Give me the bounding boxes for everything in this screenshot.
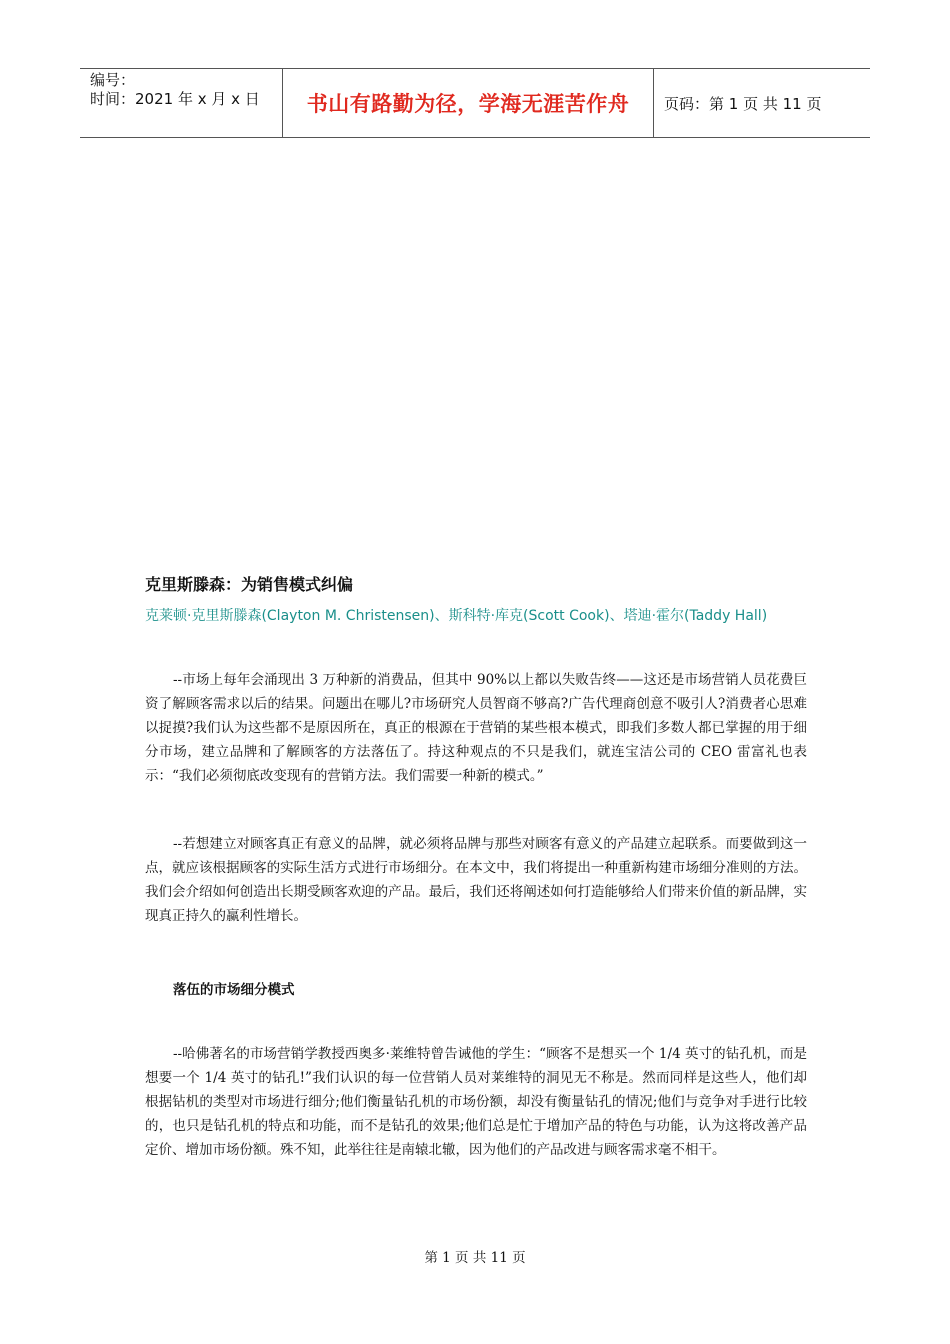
- document-number-label: 编号：: [90, 71, 136, 89]
- page-header: [80, 68, 870, 138]
- page-footer: 第 1 页 共 11 页: [424, 1250, 526, 1266]
- header-page-info: 页码：第 1 页 共 11 页: [664, 94, 822, 113]
- header-motto: 书山有路勤为径，学海无涯苦作舟: [282, 69, 654, 137]
- article-authors: 克莱顿·克里斯滕森(Clayton M. Christensen)、斯科特·库克(Scott Cook)、塔迪·霍尔(Taddy Hall): [145, 608, 768, 624]
- section-heading: 落伍的市场细分模式: [173, 982, 295, 998]
- article-title: 克里斯滕森：为销售模式纠偏: [145, 575, 354, 594]
- document-date-label: 时间：2021 年 x 月 x 日: [90, 90, 260, 108]
- paragraph-overview: --若想建立对顾客真正有意义的品牌，就必须将品牌与那些对顾客有意义的产品建立起联系。而要做到这一点，就应该根据顾客的实际生活方式进行市场细分。在本文中，我们将提出一种重新构建市场细分准则的方法。我们会介绍如何创造出长期受顾客欢迎的产品。最后，我们还将阐述如何打造能够给人们带来价值的新品牌，实现真正持久的赢利性增长。: [145, 836, 807, 924]
- paragraph-segmentation: --哈佛著名的市场营销学教授西奥多·莱维特曾告诫他的学生：“顾客不是想买一个 1/4 英寸的钻孔机，而是想要一个 1/4 英寸的钻孔!”我们认识的每一位营销人员对莱维特的洞见无不称是。然而同样是这些人，他们却根据钻机的类型对市场进行细分;他们衡量钻孔机的市场份额，却没有衡量钻孔的情况;他们与竞争对手进行比较的，也只是钻孔机的特点和功能，而不是钻孔的效果;他们总是忙于增加产品的特色与功能，认为这将改善产品定价、增加市场份额。殊不知，此举往往是南辕北辙，因为他们的产品改进与顾客需求毫不相干。: [145, 1046, 807, 1158]
- paragraph-intro: --市场上每年会涌现出 3 万种新的消费品，但其中 90%以上都以失败告终——这还是市场营销人员花费巨资了解顾客需求以后的结果。问题出在哪儿?市场研究人员智商不够高?广告代理商创意不吸引人?消费者心思难以捉摸?我们认为这些都不是原因所在，真正的根源在于营销的某些根本模式，即我们多数人都已掌握的用于细分市场，建立品牌和了解顾客的方法落伍了。持这种观点的不只是我们，就连宝洁公司的 CEO 雷富礼也表示：“我们必须彻底改变现有的营销方法。我们需要一种新的模式。”: [145, 672, 807, 784]
- header-meta: [80, 69, 282, 137]
